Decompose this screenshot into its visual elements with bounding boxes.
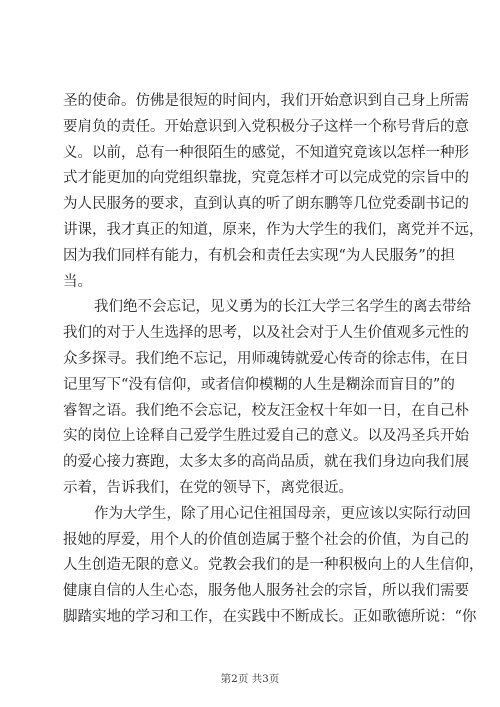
text-line: 众多探寻。我们绝不忘记，用师魂铸就爱心传奇的徐志伟，在日 <box>63 351 469 367</box>
text-line: 义。以前，总有一种很陌生的感觉，不知道究竟该以怎样一种形 <box>63 144 469 161</box>
text-line: 讲课，我才真正的知道，原来，作为大学生的我们，离党并不远， <box>63 222 484 238</box>
text-line: 要肩负的责任。开始意识到入党积极分子这样一个称号背后的意 <box>63 118 469 135</box>
text-line: 睿智之语。我们绝不会忘记，校友汪金权十年如一日，在自己朴 <box>63 402 469 419</box>
text-line: 记里写下“没有信仰，或者信仰模糊的人生是糊涂而盲目的”的 <box>63 376 455 393</box>
text-line: 脚踏实地的学习和工作，在实践中不断成长。正如歌德所说：“你 <box>63 609 477 625</box>
page-footer: 第2页 共3页 <box>220 673 280 685</box>
text-line: 报她的厚爱，用个人的价值创造属于整个社会的价值，为自己的 <box>63 531 469 548</box>
text-line: 的爱心接力赛跑，太多太多的高尚品质，就在我们身边向我们展 <box>63 454 469 471</box>
text-line: 示着，告诉我们，在党的领导下，离党很近。 <box>63 480 353 496</box>
text-line: 为人民服务的要求，直到认真的听了朗东鹏等几位党委副书记的 <box>63 196 469 213</box>
text-line: 圣的使命。仿佛是很短的时间内，我们开始意识到自己身上所需 <box>63 93 469 109</box>
text-line: 我们绝不会忘记，见义勇为的长江大学三名学生的离去带给 <box>94 299 471 316</box>
text-line: 当。 <box>63 273 92 290</box>
text-line: 式才能更加的向党组织靠拢，究竟怎样才可以完成党的宗旨中的 <box>63 170 469 187</box>
text-line: 作为大学生，除了用心记住祖国母亲，更应该以实际行动回 <box>94 505 471 522</box>
text-line: 健康自信的人生心态，服务他人服务社会的宗旨，所以我们需要 <box>63 583 469 600</box>
text-line: 人生创造无限的意义。党教会我们的是一种积极向上的人生信仰， <box>63 557 484 574</box>
text-line: 实的岗位上诠释自己爱学生胜过爱自己的意义。以及冯圣兵开始 <box>63 428 469 445</box>
text-line: 我们的对于人生选择的思考，以及社会对于人生价值观多元性的 <box>63 325 469 342</box>
text-line: 因为我们同样有能力，有机会和责任去实现“为人民服务”的担 <box>63 247 455 264</box>
